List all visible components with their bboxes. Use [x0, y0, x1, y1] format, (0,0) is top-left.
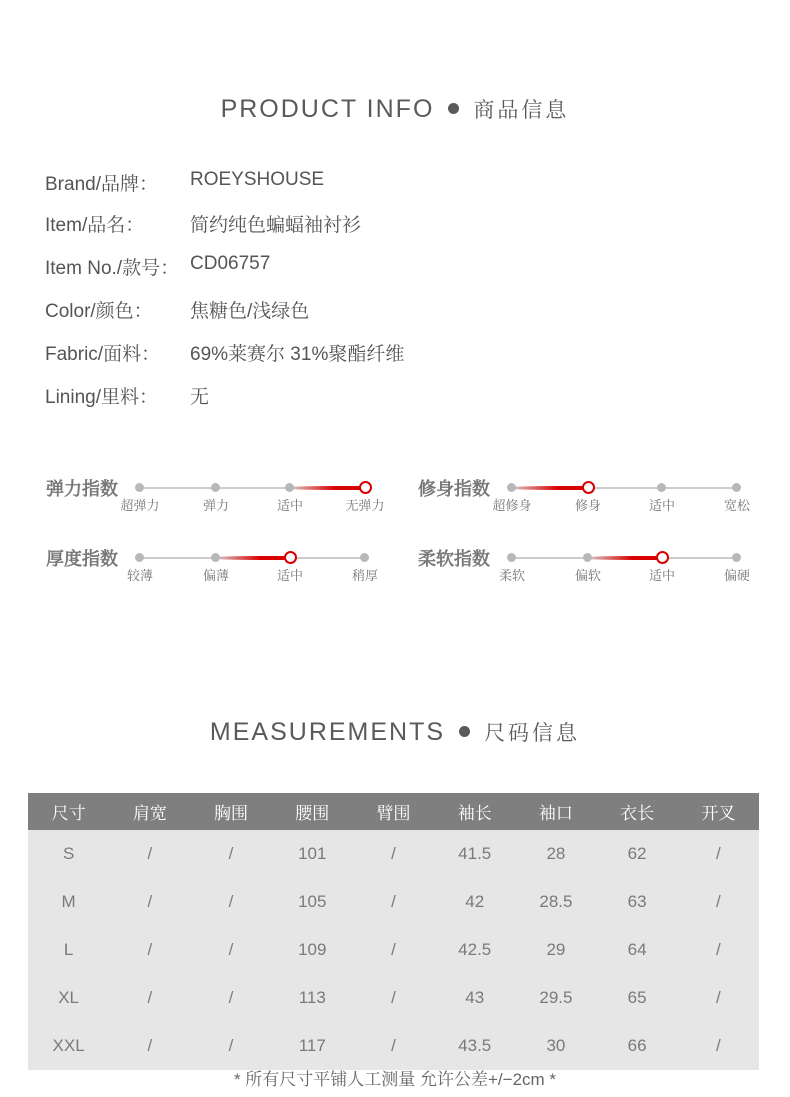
index-tick-label: 适中 — [276, 498, 304, 513]
measurements-title-cn: 尺码信息 — [484, 722, 581, 745]
index-tick-label: 偏薄 — [202, 568, 230, 583]
index-name: 柔软指数 — [418, 549, 490, 569]
table-cell: 64 — [597, 926, 678, 974]
table-cell: 29.5 — [515, 974, 596, 1022]
size-table — [28, 793, 759, 1070]
index-tick-label: 适中 — [648, 568, 676, 583]
index-tick-label: 修身 — [574, 498, 602, 513]
index-point — [360, 553, 369, 562]
bullet-dot-icon — [448, 103, 459, 114]
table-cell: S — [28, 830, 109, 878]
info-value: CD06757 — [190, 253, 271, 274]
index-point — [657, 483, 666, 492]
table-header-cell: 袖长 — [434, 793, 515, 830]
index-tick-label: 偏硬 — [723, 568, 751, 583]
table-header-cell: 腰围 — [272, 793, 353, 830]
table-cell: / — [678, 878, 759, 926]
index-tick-label: 无弹力 — [345, 498, 385, 513]
index-tick-label: 宽松 — [723, 498, 751, 513]
table-cell: / — [109, 1022, 190, 1070]
table-cell: 105 — [272, 878, 353, 926]
table-cell: 41.5 — [434, 830, 515, 878]
info-label: Item/品名： — [45, 215, 145, 236]
info-value: 焦糖色/浅绿色 — [190, 301, 310, 322]
table-cell: / — [109, 926, 190, 974]
table-cell: / — [353, 878, 434, 926]
table-cell: / — [678, 926, 759, 974]
table-cell: / — [109, 830, 190, 878]
index-point — [507, 483, 516, 492]
index-name: 厚度指数 — [46, 549, 118, 569]
index-slider-softness — [418, 545, 758, 585]
size-table-body — [28, 830, 759, 1070]
index-point — [211, 553, 220, 562]
measurements-title — [0, 717, 790, 747]
index-slider-elasticity — [46, 475, 386, 515]
index-slider-fit — [418, 475, 758, 515]
info-value: 69%莱赛尔 31%聚酯纤维 — [190, 344, 405, 365]
table-cell: / — [190, 974, 271, 1022]
info-value: 无 — [190, 387, 210, 408]
info-label: Color/颜色： — [45, 301, 153, 322]
table-cell: 117 — [272, 1022, 353, 1070]
index-point — [583, 553, 592, 562]
index-tick-label: 弹力 — [202, 498, 230, 513]
table-cell: / — [678, 974, 759, 1022]
index-selected-marker — [656, 551, 669, 564]
table-header-cell: 胸围 — [190, 793, 271, 830]
index-highlight — [588, 556, 662, 560]
index-point — [507, 553, 516, 562]
table-cell: / — [353, 830, 434, 878]
table-cell: 43 — [434, 974, 515, 1022]
table-header-cell: 臂围 — [353, 793, 434, 830]
table-cell: 42 — [434, 878, 515, 926]
table-cell: / — [678, 1022, 759, 1070]
measurements-title-en: MEASUREMENTS — [209, 718, 446, 746]
product-info-title-cn: 商品信息 — [473, 99, 570, 122]
index-point — [135, 553, 144, 562]
index-highlight — [512, 486, 588, 490]
table-cell: / — [353, 926, 434, 974]
table-cell: 28.5 — [515, 878, 596, 926]
table-cell: 42.5 — [434, 926, 515, 974]
index-tick-label: 稍厚 — [351, 568, 379, 583]
table-cell: / — [353, 1022, 434, 1070]
table-header-cell: 袖口 — [515, 793, 596, 830]
table-cell: 113 — [272, 974, 353, 1022]
index-point — [285, 483, 294, 492]
table-cell: / — [109, 974, 190, 1022]
table-cell: / — [353, 974, 434, 1022]
size-table-header — [28, 793, 759, 830]
info-label: Item No./款号： — [45, 258, 180, 279]
table-cell: 62 — [597, 830, 678, 878]
table-row — [28, 830, 759, 878]
table-cell: XXL — [28, 1022, 109, 1070]
index-point — [732, 483, 741, 492]
index-slider-thickness — [46, 545, 386, 585]
table-cell: / — [678, 830, 759, 878]
table-cell: 65 — [597, 974, 678, 1022]
table-cell: 66 — [597, 1022, 678, 1070]
index-highlight — [216, 556, 290, 560]
index-point — [732, 553, 741, 562]
info-value: ROEYSHOUSE — [190, 169, 325, 190]
table-row — [28, 1022, 759, 1070]
table-cell: 109 — [272, 926, 353, 974]
measurement-note: * 所有尺寸平铺人工测量 允许公差+/−2cm * — [233, 1070, 557, 1089]
index-selected-marker — [359, 481, 372, 494]
info-label: Lining/里料： — [45, 387, 158, 408]
index-selected-marker — [284, 551, 297, 564]
bullet-dot-icon — [459, 726, 470, 737]
index-name: 修身指数 — [418, 479, 490, 499]
index-tick-label: 超修身 — [492, 498, 532, 513]
product-info-title-en: PRODUCT INFO — [220, 95, 435, 123]
table-cell: / — [109, 878, 190, 926]
index-tick-label: 较薄 — [126, 568, 154, 583]
table-row — [28, 974, 759, 1022]
table-cell: 63 — [597, 878, 678, 926]
index-tick-label: 适中 — [648, 498, 676, 513]
info-label: Brand/品牌： — [45, 174, 158, 195]
table-header-cell: 衣长 — [597, 793, 678, 830]
table-header-cell: 肩宽 — [109, 793, 190, 830]
product-info-title — [0, 94, 790, 124]
table-cell: 101 — [272, 830, 353, 878]
table-cell: / — [190, 878, 271, 926]
table-cell: / — [190, 830, 271, 878]
index-tick-label: 柔软 — [498, 568, 526, 583]
table-cell: L — [28, 926, 109, 974]
index-tick-label: 超弹力 — [120, 498, 160, 513]
index-tick-label: 偏软 — [574, 568, 602, 583]
index-highlight — [290, 486, 365, 490]
info-value: 简约纯色蝙蝠袖衬衫 — [190, 215, 362, 236]
index-point — [211, 483, 220, 492]
index-selected-marker — [582, 481, 595, 494]
table-header-cell: 开叉 — [678, 793, 759, 830]
table-cell: 29 — [515, 926, 596, 974]
table-cell: 30 — [515, 1022, 596, 1070]
table-row — [28, 878, 759, 926]
table-cell: XL — [28, 974, 109, 1022]
table-cell: M — [28, 878, 109, 926]
table-row — [28, 926, 759, 974]
table-cell: / — [190, 926, 271, 974]
table-cell: / — [190, 1022, 271, 1070]
table-cell: 43.5 — [434, 1022, 515, 1070]
index-point — [135, 483, 144, 492]
table-header-cell: 尺寸 — [28, 793, 109, 830]
info-label: Fabric/面料： — [45, 344, 161, 365]
table-cell: 28 — [515, 830, 596, 878]
index-name: 弹力指数 — [46, 479, 118, 499]
index-tick-label: 适中 — [276, 568, 304, 583]
